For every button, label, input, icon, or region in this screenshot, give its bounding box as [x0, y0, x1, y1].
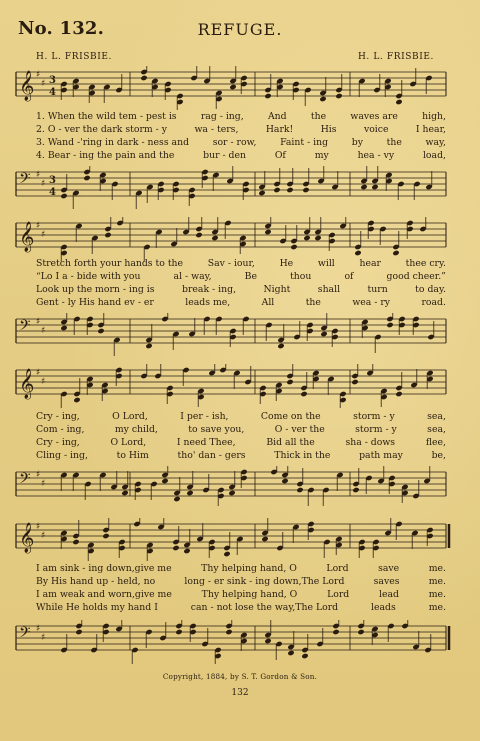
- svg-text:♯: ♯: [36, 470, 41, 480]
- svg-text:4: 4: [49, 87, 56, 98]
- svg-text:𝄞: 𝄞: [19, 71, 35, 101]
- hymn-number: No. 132.: [18, 18, 105, 39]
- svg-text:4: 4: [49, 187, 56, 198]
- lyric-line: “Lo I a - bide with you al - way, Be thou of good cheer.”: [36, 271, 446, 282]
- svg-text:♯: ♯: [36, 221, 41, 231]
- svg-text:♯: ♯: [41, 230, 46, 240]
- lyric-line: 3. Wand -'ring in dark - ness and sor - row, Faint - ing by the way,: [36, 137, 446, 148]
- svg-text:𝄢: 𝄢: [19, 170, 31, 191]
- lyric-line: While He holds my hand I can - not lose the way,The Lord leads me.: [36, 602, 446, 613]
- lyric-line: 1. When the wild tem - pest is rag - ing, And the waves are high,: [36, 111, 446, 122]
- svg-text:𝄞: 𝄞: [19, 222, 35, 252]
- system-4-bass-staff: [0, 620, 480, 664]
- svg-text:♯: ♯: [41, 531, 46, 541]
- svg-text:𝄞: 𝄞: [19, 523, 35, 553]
- svg-text:𝄢: 𝄢: [19, 470, 31, 491]
- lyric-line: Stretch forth your hands to the Sav - iour, He will hear thee cry.: [36, 258, 446, 269]
- music-credit: H. L. FRISBIE.: [357, 52, 434, 62]
- svg-text:3: 3: [49, 75, 56, 86]
- system-1-treble-staff: [0, 66, 480, 110]
- lyric-line: 4. Bear - ing the pain and the bur - den Of my hea - vy load,: [36, 150, 446, 161]
- svg-text:♯: ♯: [41, 326, 46, 336]
- lyric-line: Cry - ing, O Lord, I per - ish, Come on the storm - y sea,: [36, 411, 446, 422]
- svg-text:♯: ♯: [36, 624, 41, 634]
- svg-text:♯: ♯: [41, 633, 46, 643]
- svg-text:♯: ♯: [41, 479, 46, 489]
- page-number: 132: [231, 688, 249, 698]
- svg-text:♯: ♯: [41, 179, 46, 189]
- lyric-line: I am sink - ing down,give me Thy helping hand, O Lord save me.: [36, 563, 446, 574]
- system-1-bass-staff: [0, 166, 480, 210]
- svg-text:𝄢: 𝄢: [19, 624, 31, 645]
- svg-text:3: 3: [49, 175, 56, 186]
- svg-text:♯: ♯: [36, 170, 41, 180]
- system-3-bass-staff: [0, 466, 480, 510]
- system-3-treble-staff: [0, 364, 480, 408]
- words-credit: H. L. FRISBIE.: [36, 52, 113, 62]
- lyric-line: 2. O - ver the dark storm - y wa - ters, Hark! His voice I hear,: [36, 124, 446, 135]
- svg-text:♯: ♯: [36, 70, 41, 80]
- lyric-line: I am weak and worn,give me Thy helping hand, O Lord lead me.: [36, 589, 446, 600]
- lyric-line: Com - ing, my child, to save you, O - ver the storm - y sea,: [36, 424, 446, 435]
- svg-text:𝄢: 𝄢: [19, 317, 31, 338]
- svg-text:𝄞: 𝄞: [19, 369, 35, 399]
- svg-text:♯: ♯: [36, 522, 41, 532]
- lyric-line: Gent - ly His hand ev - er leads me, All the wea - ry road.: [36, 297, 446, 308]
- hymn-title: REFUGE.: [197, 20, 283, 39]
- copyright-notice: Copyright, 1884, by S. T. Gordon & Son.: [162, 672, 318, 681]
- lyric-line: Cry - ing, O Lord, I need Thee, Bid all the sha - dows flee,: [36, 437, 446, 448]
- svg-text:♯: ♯: [41, 377, 46, 387]
- system-2-bass-staff: [0, 313, 480, 357]
- lyric-line: Look up the morn - ing is break - ing, Night shall turn to day.: [36, 284, 446, 295]
- system-4-treble-staff: [0, 518, 480, 562]
- lyric-line: By His hand up - held, no long - er sink - ing down,The Lord saves me.: [36, 576, 446, 587]
- lyric-line: Cling - ing, to Him tho' dan - gers Thick in the path may be,: [36, 450, 446, 461]
- svg-text:♯: ♯: [36, 317, 41, 327]
- svg-text:♯: ♯: [36, 368, 41, 378]
- svg-text:♯: ♯: [41, 79, 46, 89]
- system-2-treble-staff: [0, 217, 480, 261]
